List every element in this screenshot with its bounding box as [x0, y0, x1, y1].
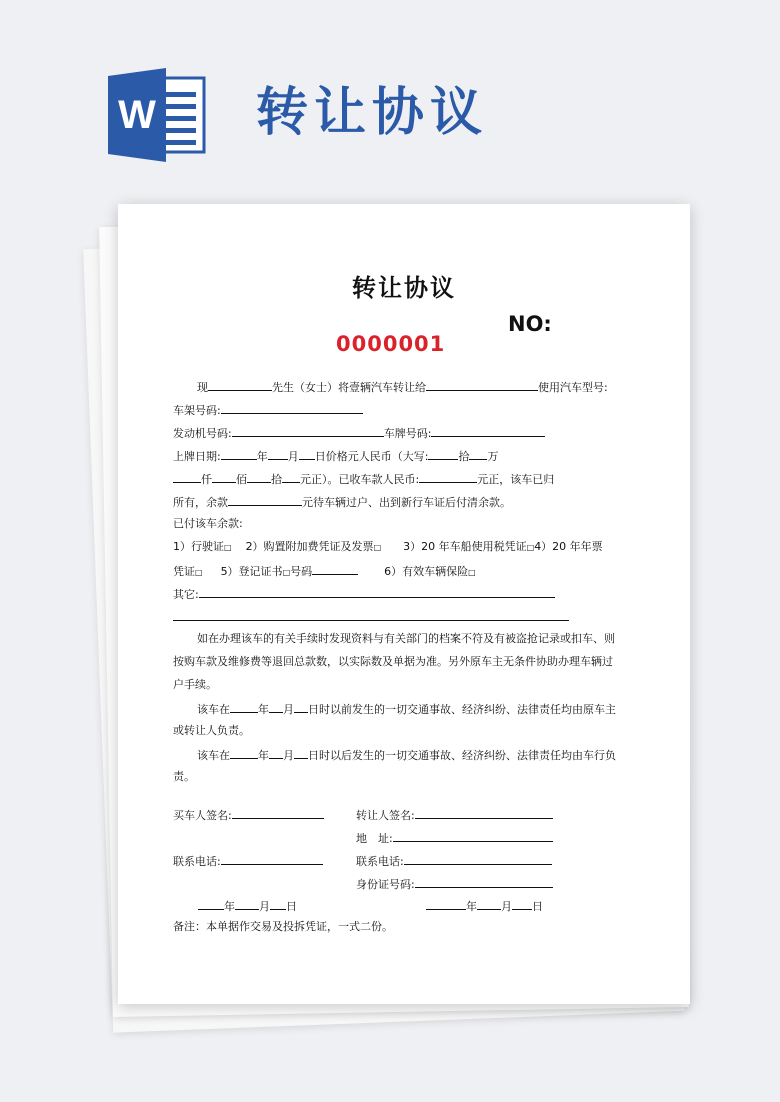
text: 发动机号码:: [173, 427, 232, 440]
text: 转让人签名:: [356, 809, 415, 822]
text: 先生（女士）将壹辆汽车转让给: [272, 381, 426, 394]
text: 万: [487, 450, 499, 463]
blank-field[interactable]: [232, 807, 324, 819]
divider-line: [173, 620, 569, 621]
text: 仟: [201, 473, 212, 486]
line-documents-2: [173, 563, 476, 580]
blank-field[interactable]: [198, 898, 224, 910]
text: 1）行驶证: [173, 540, 224, 553]
blank-field[interactable]: [221, 853, 323, 865]
para-2-line-1: [197, 701, 616, 717]
blank-field[interactable]: [282, 471, 300, 483]
document-number: 0000001: [336, 332, 446, 356]
text: 日价格元人民币（大写:: [314, 450, 429, 463]
seller-date-row: [426, 898, 543, 914]
text: 买车人签名:: [173, 809, 232, 822]
blank-field[interactable]: [268, 448, 288, 460]
text: 佰: [236, 473, 247, 486]
seller-signature-row: [356, 807, 553, 823]
text: 备注：本单据作交易及投拆凭证，一式二份。: [173, 920, 393, 933]
text: 4）20 年年票: [534, 540, 603, 553]
address-row: [356, 830, 553, 846]
text: 年: [258, 749, 269, 762]
buyer-signature-row: [173, 807, 324, 823]
blank-field[interactable]: [269, 701, 283, 713]
blank-field[interactable]: [230, 747, 258, 759]
blank-field[interactable]: [415, 876, 553, 888]
line-transfer: [197, 379, 608, 395]
text: 日: [286, 900, 297, 913]
text: 或转让人负责。: [173, 724, 250, 737]
page-title: 转让协议: [256, 83, 489, 143]
text: 联系电话:: [356, 855, 404, 868]
blank-field[interactable]: [270, 898, 286, 910]
blank-field[interactable]: [431, 425, 545, 437]
blank-field[interactable]: [199, 586, 555, 598]
text: 使用汽车型号:: [538, 381, 608, 394]
text: 日时以前发生的一切交通事故、经济纠纷、法律责任均由原车主: [308, 703, 616, 716]
text: 5）登记证书: [220, 565, 283, 578]
text: 6）有效车辆保险: [384, 565, 469, 578]
text: 车架号码:: [173, 404, 221, 417]
blank-field[interactable]: [428, 448, 458, 460]
word-icon: [108, 68, 206, 162]
line-engine-plate: [173, 425, 545, 441]
text: 月: [283, 703, 294, 716]
text: 所有，余款: [173, 496, 228, 509]
line-amount: [173, 471, 554, 487]
blank-field[interactable]: [419, 471, 477, 483]
blank-field[interactable]: [294, 747, 308, 759]
checkbox-icon[interactable]: □: [195, 568, 203, 577]
text: 3）20 年车船使用税凭证: [403, 540, 527, 553]
line-frame-number: [173, 402, 363, 418]
blank-field[interactable]: [269, 747, 283, 759]
text: 地 址:: [356, 832, 393, 845]
text: 身份证号码:: [356, 878, 415, 891]
blank-field[interactable]: [247, 471, 271, 483]
blank-field[interactable]: [477, 898, 501, 910]
blank-field[interactable]: [512, 898, 532, 910]
text: 年: [466, 900, 477, 913]
checkbox-icon[interactable]: □: [224, 543, 232, 552]
para-2-line-2: [173, 724, 250, 738]
text: 元正，该车已归: [477, 473, 555, 486]
blank-field[interactable]: [221, 448, 257, 460]
svg-text:W: W: [118, 93, 156, 137]
text: 年: [258, 703, 269, 716]
para-3-line-1: [197, 747, 616, 763]
text: 凭证: [173, 565, 195, 578]
text: 该车在: [197, 749, 230, 762]
idcard-row: [356, 876, 553, 892]
blank-field[interactable]: [173, 471, 201, 483]
text: 月: [501, 900, 512, 913]
text: 联系电话:: [173, 855, 221, 868]
text: 按购车款及维修费等退回总款数，以实际数及单据为准。另外原车主无条件协助办理车辆过: [173, 655, 613, 668]
line-register-date: [173, 448, 498, 464]
checkbox-icon[interactable]: □: [373, 543, 382, 552]
blank-field[interactable]: [208, 379, 272, 391]
text: 月: [287, 450, 299, 463]
blank-field[interactable]: [426, 379, 538, 391]
agreement-document: [118, 204, 690, 1004]
blank-field[interactable]: [232, 425, 384, 437]
text: 日时以后发生的一切交通事故、经济纠纷、法律责任均由车行负: [308, 749, 616, 762]
blank-field[interactable]: [426, 898, 466, 910]
text: 年: [224, 900, 235, 913]
para-1-line-1: [197, 632, 615, 646]
text: 拾: [271, 473, 282, 486]
text: 月: [283, 749, 294, 762]
blank-field[interactable]: [469, 448, 487, 460]
blank-field[interactable]: [415, 807, 553, 819]
para-1-line-2: [173, 655, 613, 669]
text: 其它:: [173, 588, 199, 601]
blank-field[interactable]: [294, 701, 308, 713]
blank-field[interactable]: [228, 494, 302, 506]
text: 2）购置附加费凭证及发票: [245, 540, 374, 553]
blank-field[interactable]: [404, 853, 552, 865]
blank-field[interactable]: [312, 563, 358, 575]
text: 该车在: [197, 703, 230, 716]
text: 上牌日期:: [173, 450, 221, 463]
blank-field[interactable]: [393, 830, 553, 842]
text: 年: [256, 450, 268, 463]
text: 拾: [458, 450, 470, 463]
document-title: 转让协议: [352, 274, 456, 302]
text: 责。: [173, 770, 195, 783]
text: 如在办理该车的有关手续时发现资料与有关部门的档案不符及有被盗抢记录或扣车、则: [197, 632, 615, 645]
text: 车牌号码:: [383, 427, 432, 440]
document-page: [118, 204, 690, 1004]
text: 户手续。: [173, 678, 217, 691]
para-1-line-3: [173, 678, 217, 692]
buyer-phone-row: [173, 853, 323, 869]
blank-field[interactable]: [221, 402, 363, 414]
text: 号码: [290, 565, 313, 578]
text: 元正）。已收车款人民币:: [300, 473, 420, 486]
para-3-line-2: [173, 770, 195, 784]
line-other: [173, 586, 555, 602]
blank-field[interactable]: [235, 898, 259, 910]
line-paid-label: [173, 517, 243, 531]
number-label: NO:: [508, 312, 552, 336]
buyer-date-row: [198, 898, 297, 914]
text: 现: [197, 381, 208, 394]
checkbox-icon[interactable]: □: [468, 568, 476, 577]
note-row: [173, 920, 393, 934]
text: 日: [532, 900, 543, 913]
checkbox-icon[interactable]: □: [282, 568, 291, 577]
text: 月: [259, 900, 270, 913]
checkbox-icon[interactable]: □: [526, 543, 535, 552]
line-documents-1: [173, 540, 603, 555]
line-balance: [173, 494, 511, 510]
seller-phone-row: [356, 853, 552, 869]
blank-field[interactable]: [212, 471, 236, 483]
text: 已付该车余款:: [173, 517, 243, 530]
text: 元待车辆过户、出到新行车证后付清余款。: [302, 496, 511, 509]
blank-field[interactable]: [299, 448, 315, 460]
blank-field[interactable]: [230, 701, 258, 713]
